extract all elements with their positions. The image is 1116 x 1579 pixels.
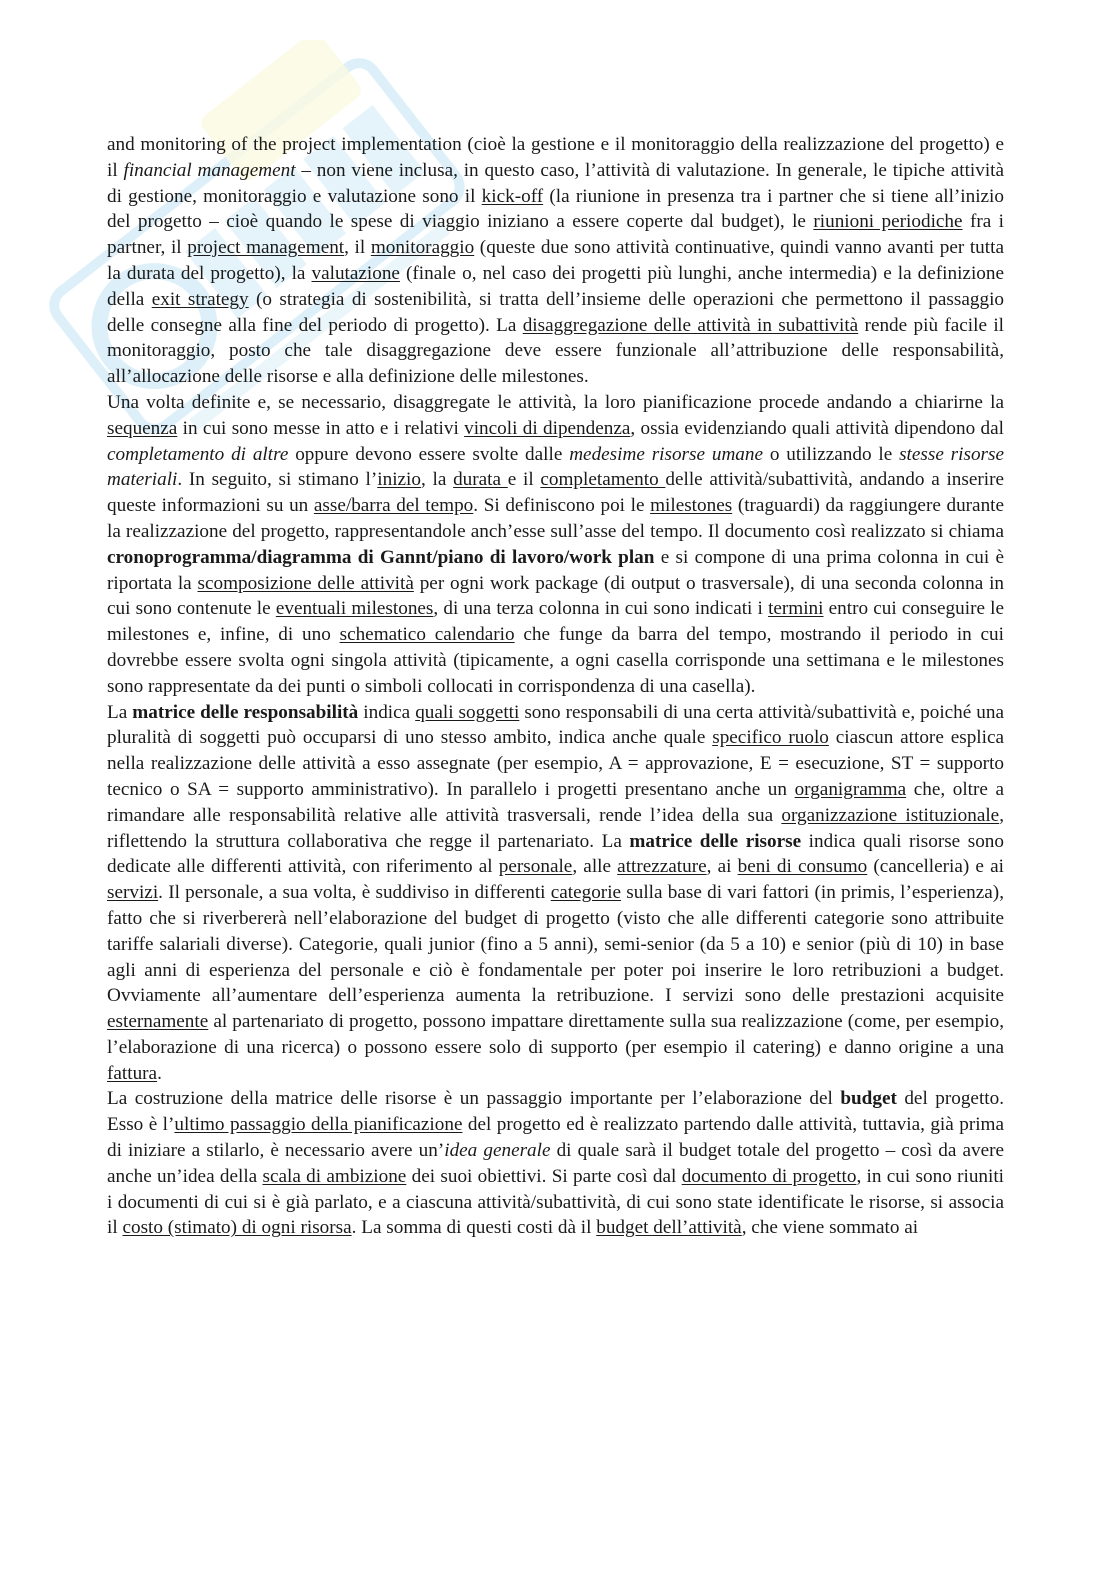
text-run: di quale sarà il budget totale del progetto – così da avere anche un’idea della <box>107 1140 1004 1187</box>
underlined-term: servizi <box>107 882 159 904</box>
underlined-term: eventuali milestones <box>275 598 434 620</box>
text-run: , alle <box>572 856 618 878</box>
underlined-term: esternamente <box>107 1011 209 1033</box>
underlined-term: documento di progetto <box>681 1165 857 1187</box>
underlined-term: milestones <box>650 495 733 517</box>
bold-term: matrice delle risorse <box>629 830 802 852</box>
underlined-term: fattura <box>107 1062 158 1084</box>
text-run: La <box>107 701 133 723</box>
text-run: , di una terza colonna in cui sono indicati i <box>433 598 769 620</box>
text-run: e si compone di una prima colonna in cui è riportata la <box>107 546 1004 594</box>
text-run: dei suoi obiettivi. Si parte così dal <box>406 1165 682 1187</box>
text-run: e il <box>507 469 541 491</box>
text-run: , riflettendo la struttura collaborativa che regge il partenariato. La <box>107 804 1004 852</box>
text-run: sulla base di vari fattori (in primis, l’esperienza), fatto che si riverbererà nell’elaborazione del budget di progetto (visto che alle differenti categorie sono attribuite tariffe salariali diverse). Categorie, quali junior (fino a 5 anni), semi-senior (da 5 a 10) e senior (più di 10) in base agli anni di esperienza del personale e ciò è fondamentale per poter poi inserire le loro retribuzioni a budget. Ovviamente all’aumentare dell’esperienza aumenta la retribuzione. I servizi sono delle prestazioni acquisite <box>107 882 1004 1007</box>
text-run: (queste due sono attività continuative, quindi vanno avanti per tutta la durata del progetto), la <box>107 237 1004 284</box>
paragraph <box>107 132 1004 390</box>
underlined-term: personale <box>498 856 573 878</box>
underlined-term: ultimo passaggio della pianificazione <box>174 1114 463 1136</box>
text-run: La costruzione della matrice delle risorse è un passaggio importante per l’elaborazione del <box>107 1088 841 1110</box>
text-run: (o strategia di sostenibilità, si tratta dell’insieme delle operazioni che permettono il passaggio delle consegne alla fine del periodo di progetto). La <box>107 288 1004 336</box>
text-run: (cancelleria) e ai <box>867 856 1004 878</box>
underlined-term: durata <box>453 469 508 491</box>
underlined-term: organizzazione istituzionale <box>781 804 1000 826</box>
paragraph <box>107 700 1004 1087</box>
underlined-term: riunioni periodiche <box>813 211 963 233</box>
underlined-term: termini <box>768 598 824 620</box>
paragraph <box>107 1086 1004 1241</box>
text-run: Una volta definite e, se necessario, disaggregate le attività, la loro pianificazione procede andando a chiarirne la <box>107 391 1004 413</box>
underlined-term: categorie <box>550 882 622 904</box>
text-run: . La somma di questi costi dà il <box>351 1217 597 1239</box>
text-run: (la riunione in presenza tra i partner che si tiene all’inizio del progetto – cioè quando le spese di viaggio iniziano a essere coperte dal budget), le <box>107 185 1004 233</box>
bold-term: matrice delle responsabilità <box>132 701 359 723</box>
underlined-term: specifico ruolo <box>712 727 829 749</box>
underlined-term: project management <box>187 237 345 259</box>
text-run: del progetto ed è realizzato partendo dalle attività, tuttavia, già prima di iniziare a stilarlo, è necessario avere un’ <box>107 1114 1004 1162</box>
underlined-term: inizio <box>377 469 421 491</box>
text-run: fra i partner, il <box>107 211 1004 259</box>
underlined-term: scomposizione delle attività <box>197 572 414 594</box>
underlined-term: monitoraggio <box>370 237 475 259</box>
text-run: , ossia evidenziando quali attività dipendono dal <box>630 417 1004 439</box>
text-run: delle attività/subattività, andando a inserire queste informazioni su un <box>107 469 1004 517</box>
underlined-term: valutazione <box>311 262 400 284</box>
underlined-term: sequenza <box>107 417 178 439</box>
text-run: che, oltre a rimandare alle responsabilità relative alle attività trasversali, rende l’idea della sua <box>107 778 1004 826</box>
italic-term: medesime risorse umane <box>569 443 764 465</box>
document-body <box>107 132 1004 1241</box>
text-run: indica <box>358 701 416 723</box>
underlined-term: disaggregazione delle attività in subattività <box>522 314 859 336</box>
text-run: . <box>157 1062 162 1084</box>
underlined-term: quali soggetti <box>415 701 520 723</box>
underlined-term: budget dell’attività <box>596 1217 742 1239</box>
bold-term: cronoprogramma/diagramma di Gannt/piano di lavoro/work plan <box>107 546 655 568</box>
text-run: entro cui conseguire le milestones e, infine, di uno <box>107 598 1004 646</box>
underlined-term: scala di ambizione <box>262 1165 407 1187</box>
text-run: ciascun attore esplica nella realizzazione delle attività a esso assegnate (per esempio, A = approvazione, E = esecuzione, ST = supporto tecnico o SA = supporto amministrativo). In parallelo i progetti presentano anche un <box>107 727 1004 800</box>
text-run: , che viene sommato ai <box>741 1217 919 1239</box>
paragraph <box>107 390 1004 700</box>
underlined-term: costo (stimato) di ogni risorsa <box>122 1217 352 1239</box>
text-run: , il <box>344 237 371 259</box>
text-run: . Il personale, a sua volta, è suddiviso in differenti <box>158 882 551 904</box>
text-run: che funge da barra del tempo, mostrando il periodo in cui dovrebbe essere svolta ogni singola attività (tipicamente, a ogni casella corrisponde una settimana e le milestones sono rappresentate da dei punti o simboli collocati in corrispondenza di una casella). <box>107 624 1004 697</box>
underlined-term: organigramma <box>794 778 907 800</box>
underlined-term: asse/barra del tempo <box>313 495 474 517</box>
text-run: . Si definiscono poi le <box>473 495 651 517</box>
underlined-term: exit strategy <box>151 288 249 310</box>
underlined-term: kick-off <box>481 185 544 207</box>
text-run: , ai <box>706 856 738 878</box>
text-run: in cui sono messe in atto e i relativi <box>177 417 465 439</box>
italic-term: completamento di altre <box>107 443 289 465</box>
text-run: and monitoring of the project implementation (cioè la gestione e il monitoraggio della realizzazione del progetto) e il <box>107 134 1004 181</box>
text-run: per ogni work package (di output o trasversale), di una seconda colonna in cui sono contenute le <box>107 572 1005 620</box>
underlined-term: vincoli di dipendenza <box>464 417 631 439</box>
underlined-term: completamento <box>540 469 666 491</box>
underlined-term: attrezzature <box>617 856 707 878</box>
italic-term: stesse risorse materiali <box>107 443 1004 491</box>
text-run: (traguardi) da raggiungere durante la realizzazione del progetto, rappresentandole anch’esse sull’asse del tempo. Il documento così realizzato si chiama <box>107 495 1005 542</box>
text-run: al partenariato di progetto, possono impattare direttamente sulla sua realizzazione (come, per esempio, l’elaborazione di una ricerca) o possono essere solo di supporto (per esempio il catering) e danno origine a una <box>107 1011 1004 1058</box>
bold-term: budget <box>840 1088 897 1110</box>
text-run: rende più facile il monitoraggio, posto che tale disaggregazione deve essere funzionale all’attribuzione delle responsabilità, all’allocazione delle risorse e alla definizione delle milestones. <box>107 314 1004 388</box>
text-run: indica quali risorse sono dedicate alle differenti attività, con riferimento al <box>107 830 1004 878</box>
underlined-term: schematico calendario <box>339 624 515 646</box>
text-run: oppure devono essere svolte dalle <box>288 443 570 465</box>
underlined-term: beni di consumo <box>737 856 868 878</box>
text-run: (finale o, nel caso dei progetti più lunghi, anche intermedia) e la definizione della <box>107 262 1004 310</box>
text-run: sono responsabili di una certa attività/subattività e, poiché una pluralità di soggetti può occuparsi di uno stesso ambito, indica anche quale <box>107 701 1004 749</box>
text-run: , la <box>420 469 454 491</box>
text-run: o utilizzando le <box>763 443 900 465</box>
italic-term: idea generale <box>444 1140 551 1162</box>
italic-term: financial management <box>123 159 296 181</box>
text-run: . In seguito, si stimano l’ <box>177 469 378 491</box>
text-run: – non viene inclusa, in questo caso, l’attività di valutazione. In generale, le tipiche attività di gestione, monitoraggio e valutazione sono il <box>107 159 1004 207</box>
text-run: del progetto. Esso è l’ <box>107 1088 1004 1136</box>
text-run: , in cui sono riuniti i documenti di cui si è già parlato, e a ciascuna attività/subattività, di cui sono state identificate le risorse, si associa il <box>107 1165 1004 1239</box>
